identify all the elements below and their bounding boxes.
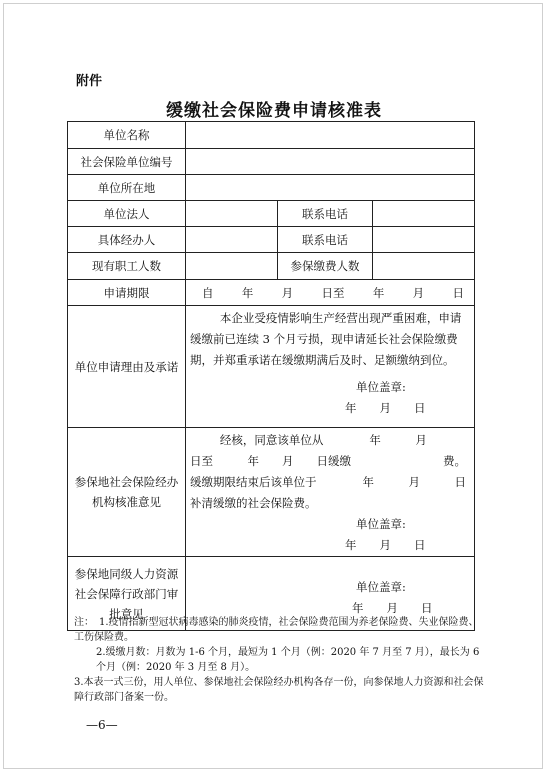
- unit-name-label: 单位名称: [68, 122, 186, 149]
- agency-date: 年 月 日: [345, 538, 426, 552]
- legal-rep-field[interactable]: [186, 201, 278, 227]
- period-from: 自: [202, 285, 214, 300]
- period-day-2: 日: [452, 285, 464, 300]
- form-title: 缓缴社会保险费申请核准表: [166, 101, 382, 121]
- row-reason: [68, 306, 475, 428]
- period-label: 申请期限: [68, 280, 186, 306]
- note-2: 2.缓缴月数：月数为 1-6 个月，最短为 1 个月（例：2020 年 7 月至 7 月），最长为 6 个月（例：2020 年 3 月至 8 月）。: [96, 647, 480, 673]
- handler-field[interactable]: [186, 227, 278, 253]
- insured-count-label: 参保缴费人数: [278, 253, 373, 280]
- reason-text: 本企业受疫情影响生产经营出现严重困难，申请缓缴前已连续 3 个月亏损，现申请延长社会保险缴费期，并郑重承诺在缓缴期满后及时、足额缴纳到位。: [190, 311, 462, 367]
- period-day-to: 日至: [321, 285, 345, 300]
- contact-phone-field[interactable]: [373, 201, 475, 227]
- row-social-insurance-code: [68, 149, 475, 175]
- hr-date: 年 月 日: [352, 601, 433, 615]
- reason-label: 单位申请理由及承诺: [68, 306, 186, 428]
- reason-date: 年 月 日: [345, 401, 426, 415]
- agency-text-2: 缓缴期限结束后该单位于 年 月 日补清缓缴的社会保险费。: [190, 475, 466, 510]
- row-agency: [68, 428, 475, 557]
- note-3: 3.本表一式三份，用人单位、参保地社会保险经办机构各存一份，向参保地人力资源和社会保障行政部门备案一份。: [74, 677, 484, 703]
- period-month-2: 月: [412, 285, 425, 300]
- notes: [74, 615, 484, 705]
- page-number: —6—: [86, 718, 118, 732]
- hr-label: 参保地同级人力资源社会保障行政部门审批意见: [68, 557, 186, 631]
- contact-phone-field-2[interactable]: [373, 227, 475, 253]
- row-handler: [68, 227, 475, 253]
- legal-rep-label: 单位法人: [68, 201, 186, 227]
- unit-address-field[interactable]: [186, 175, 475, 201]
- reason-seal: 单位盖章:: [356, 380, 406, 394]
- agency-cell[interactable]: [186, 428, 475, 557]
- agency-seal: 单位盖章:: [356, 517, 406, 531]
- row-period: [68, 280, 475, 306]
- current-staff-label: 现有职工人数: [68, 253, 186, 280]
- unit-address-label: 单位所在地: [68, 175, 186, 201]
- row-unit-name: [68, 122, 475, 149]
- agency-text-1: 经核，同意该单位从 年 月 日至 年 月 日缓缴 费。: [190, 433, 466, 468]
- period-field[interactable]: [186, 280, 475, 306]
- insured-count-field[interactable]: [373, 253, 475, 280]
- row-legal-rep: [68, 201, 475, 227]
- agency-label: 参保地社会保险经办机构核准意见: [68, 428, 186, 557]
- social-insurance-code-label: 社会保险单位编号: [68, 149, 186, 175]
- contact-phone-label-2: 联系电话: [278, 227, 373, 253]
- handler-label: 具体经办人: [68, 227, 186, 253]
- social-insurance-code-field[interactable]: [186, 149, 475, 175]
- row-unit-address: [68, 175, 475, 201]
- period-year-1: 年: [241, 285, 254, 300]
- row-staff-counts: [68, 253, 475, 280]
- note-1: 注： 1.疫情指新型冠状病毒感染的肺炎疫情，社会保险费范围为养老保险费、失业保险费、工伤保险费。: [74, 617, 479, 643]
- period-month-1: 月: [281, 285, 294, 300]
- hr-seal: 单位盖章:: [356, 580, 406, 594]
- unit-name-field[interactable]: [186, 122, 475, 149]
- current-staff-field[interactable]: [186, 253, 278, 280]
- period-year-2: 年: [372, 285, 385, 300]
- application-form-table: [67, 121, 475, 631]
- contact-phone-label: 联系电话: [278, 201, 373, 227]
- attachment-label: 附件: [76, 74, 103, 89]
- reason-cell[interactable]: [186, 306, 475, 428]
